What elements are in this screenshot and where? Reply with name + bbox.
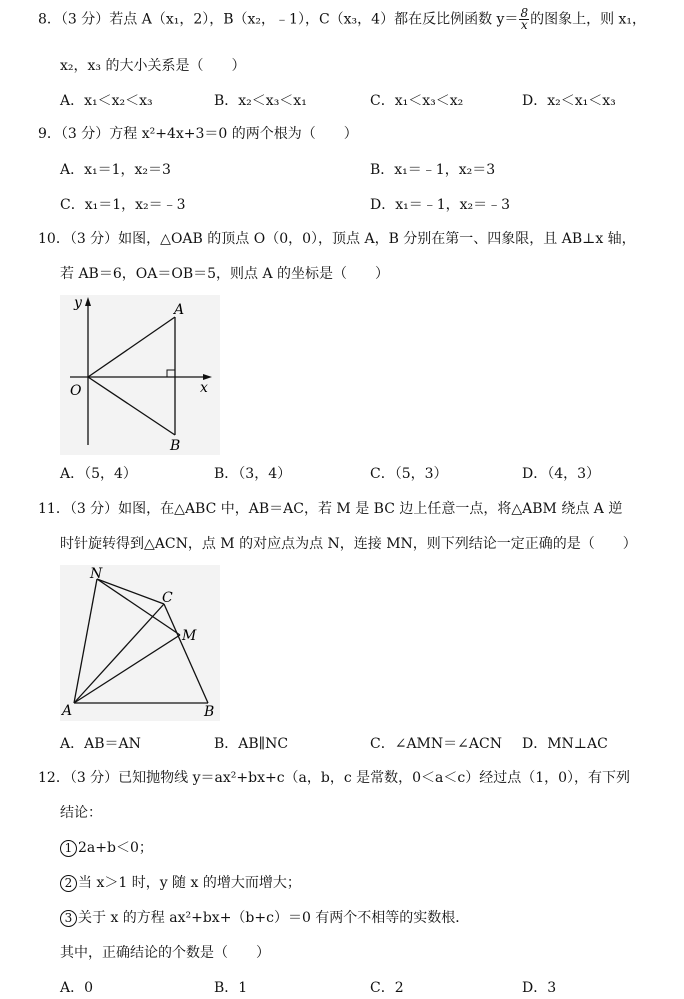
q9-option-b[interactable]: B．x₁＝﹣1，x₂＝3 xyxy=(370,162,496,178)
label-y: y xyxy=(74,295,82,311)
label-x: x xyxy=(200,380,208,396)
q8-option-d[interactable]: D．x₂＜x₁＜x₃ xyxy=(522,93,616,109)
q12-option-a[interactable]: A．0 xyxy=(60,980,94,996)
q8-stem-line2: x₂，x₃ 的大小关系是（ ） xyxy=(60,58,246,74)
q10-option-a[interactable]: A．（5，4） xyxy=(60,466,137,482)
figure-background xyxy=(60,295,220,455)
q10-stem-line2: 若 AB＝6，OA＝OB＝5，则点 A 的坐标是（ ） xyxy=(60,266,390,282)
q8-option-b[interactable]: B．x₂＜x₃＜x₁ xyxy=(214,93,307,109)
q10-option-b[interactable]: B．（3，4） xyxy=(214,466,292,482)
q11-option-a[interactable]: A．AB＝AN xyxy=(60,736,141,752)
label-b: B xyxy=(170,438,181,454)
q12-statement-2: 2 当 x＞1 时，y 随 x 的增大而增大； xyxy=(60,874,301,892)
circled-number-1: 1 xyxy=(60,840,77,857)
q12-statement-1: 1 2a+b＜0； xyxy=(60,839,153,857)
q10-option-d[interactable]: D．（4，3） xyxy=(522,466,601,482)
q9-option-c[interactable]: C．x₁＝1，x₂＝﹣3 xyxy=(60,197,186,213)
q11-option-b[interactable]: B．AB∥NC xyxy=(214,736,289,752)
q12-stem-last: 其中，正确结论的个数是（ ） xyxy=(60,945,270,961)
q9-stem: 9．（3 分）方程 x²+4x+3＝0 的两个根为（ ） xyxy=(38,126,358,142)
circled-number-2: 2 xyxy=(60,875,77,892)
q9-option-a[interactable]: A．x₁＝1，x₂＝3 xyxy=(60,162,171,178)
label-a: A xyxy=(174,302,185,318)
q11-stem-line1: 11．（3 分）如图，在△ABC 中，AB＝AC，若 M 是 BC 边上任意一点，将△ABM 绕点 A 逆 xyxy=(38,501,623,517)
q9-option-d[interactable]: D．x₁＝﹣1，x₂＝﹣3 xyxy=(370,197,511,213)
label-c: C xyxy=(162,590,173,606)
q8-option-a[interactable]: A．x₁＜x₂＜x₃ xyxy=(60,93,153,109)
q12-stem-line1: 12．（3 分）已知抛物线 y＝ax²+bx+c（a，b，c 是常数，0＜a＜c）经过点（1，0），有下列 xyxy=(38,770,631,786)
q11-stem-line2: 时针旋转得到△ACN，点 M 的对应点为点 N，连接 MN，则下列结论一定正确的是（ ） xyxy=(60,536,637,552)
q8-option-c[interactable]: C．x₁＜x₃＜x₂ xyxy=(370,93,464,109)
q10-figure xyxy=(60,295,220,455)
fraction-8-over-x: $\frac{8}{x}$ xyxy=(520,6,529,32)
q8-stem-line1: 8．（3 分）若点 A（x₁，2），B（x₂，﹣1），C（x₃，4）都在反比例函数 y＝ $\frac{8}{x}$ 的图象上，则 x₁， xyxy=(38,6,647,32)
q12-option-d[interactable]: D．3 xyxy=(522,980,557,996)
label-b: B xyxy=(204,704,215,720)
q11-option-d[interactable]: D．MN⊥AC xyxy=(522,736,608,752)
circled-number-3: 3 xyxy=(60,910,77,927)
label-n: N xyxy=(90,566,103,582)
q10-option-c[interactable]: C．（5，3） xyxy=(370,466,448,482)
label-o: O xyxy=(70,383,82,399)
q11-option-c[interactable]: C．∠AMN＝∠ACN xyxy=(370,736,502,752)
label-m: M xyxy=(182,628,197,644)
q12-option-c[interactable]: C．2 xyxy=(370,980,404,996)
q12-statement-3: 3 关于 x 的方程 ax²+bx+（b+c）＝0 有两个不相等的实数根． xyxy=(60,909,469,927)
label-a: A xyxy=(62,703,73,719)
q10-stem-line1: 10．（3 分）如图，△OAB 的顶点 O（0，0），顶点 A，B 分别在第一、四象限，且 AB⊥x 轴， xyxy=(38,231,636,247)
q12-stem-line2: 结论： xyxy=(60,805,102,821)
q12-option-b[interactable]: B．1 xyxy=(214,980,248,996)
q11-figure xyxy=(60,565,220,721)
